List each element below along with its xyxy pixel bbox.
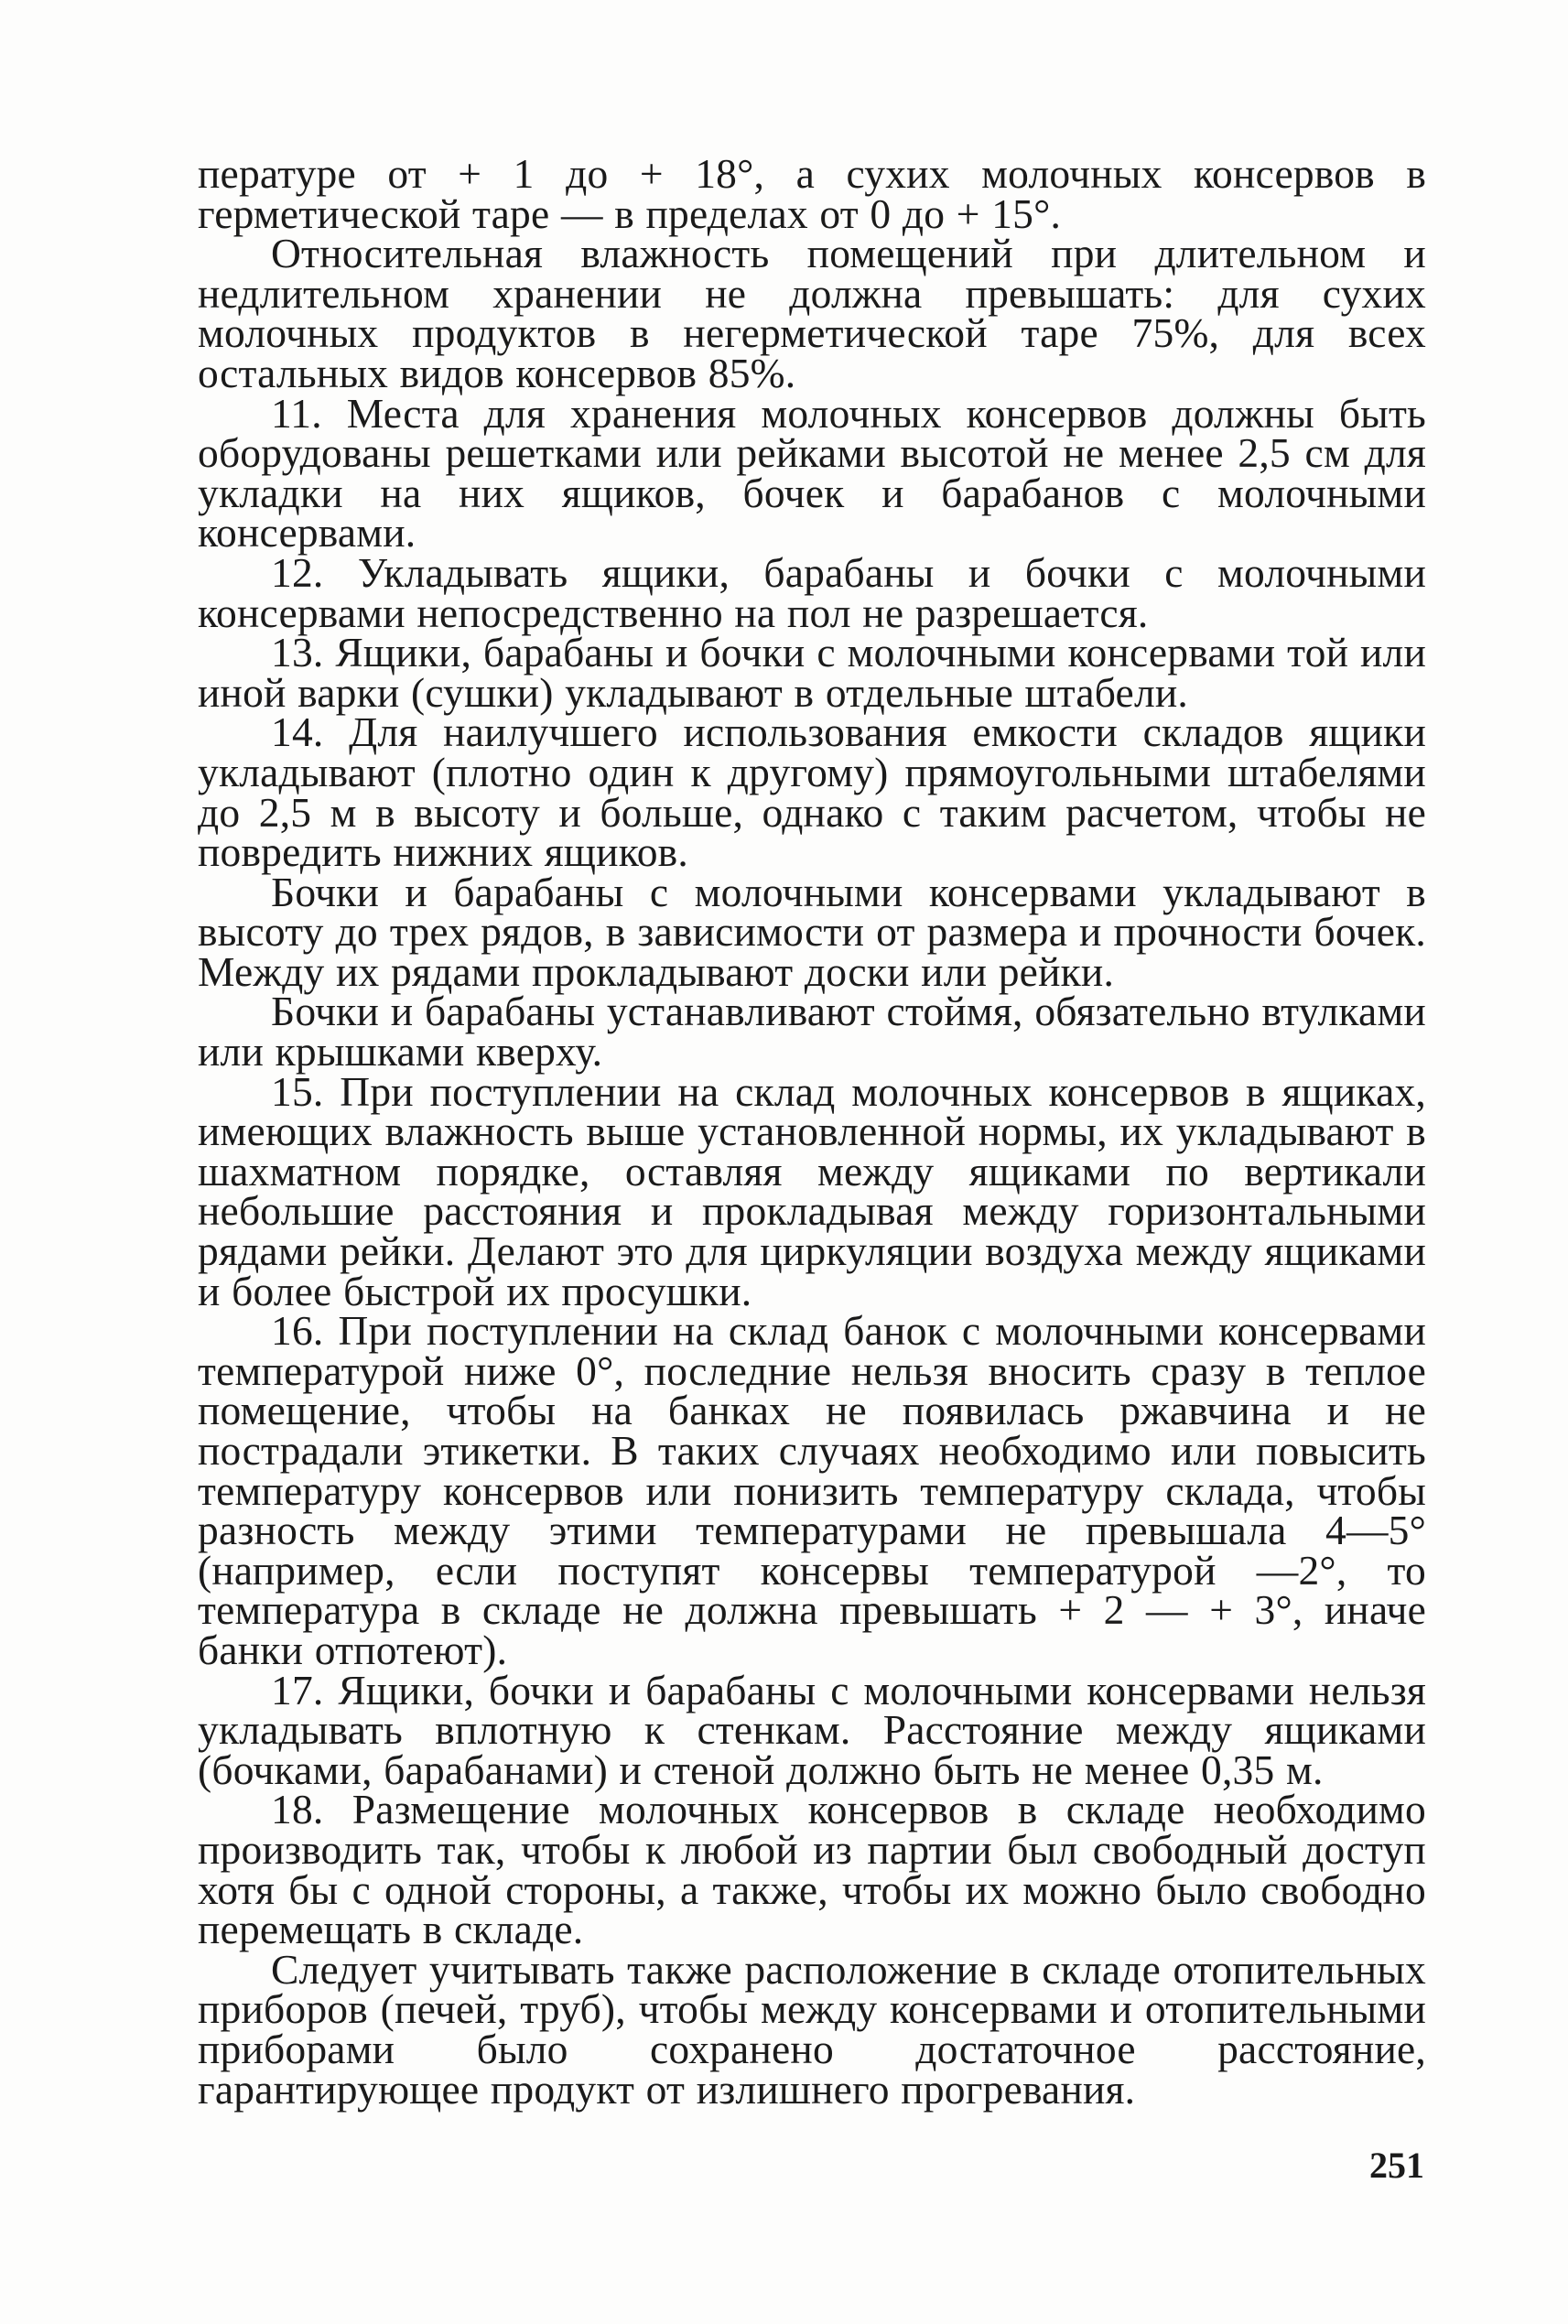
paragraph-item-14: 14. Для наилучшего использования емкости складов ящики укладывают (плотно один к другому) прямоугольными штабелями до 2,5 м в высоту и больше, однако с таким расчетом, чтобы не повредить нижних ящиков.: [198, 708, 1426, 876]
paragraph-item-16: 16. При поступлении на склад банок с молочными консервами температурой ниже 0°, последние нельзя вносить сразу в теплое помещение, чтобы на банках не появилась ржавчина и не пострадали этикетки. В таких случаях необходимо или повысить температуру консервов или понизить температуру склада, чтобы разность между этими температурами не превышала 4—5° (например, если поступят консервы температурой —2°, то температура в складе не должна превышать + 2 — + 3°, иначе банки отпотеют).: [198, 1307, 1426, 1673]
paragraph-item-13: 13. Ящики, барабаны и бочки с молочными консервами той или иной варки (сушки) укладывают в отдельные штабели.: [198, 629, 1426, 716]
page-number: 251: [1369, 2145, 1424, 2186]
paragraph-humidity: Относительная влажность помещений при длительном и недлительном хранении не должна превышать: для сухих молочных продуктов в негерметической таре 75%, для всех остальных видов консервов 85%.: [198, 230, 1426, 396]
paragraph-item-11: 11. Места для хранения молочных консервов должны быть оборудованы решетками или рейками высотой не менее 2,5 см для укладки на них ящиков, бочек и барабанов с молочными консервами.: [198, 389, 1426, 557]
paragraph-barrels-upright: Бочки и барабаны устанавливают стоймя, обязательно втулками или крышками кверху.: [198, 988, 1426, 1076]
paragraph-item-12: 12. Укладывать ящики, барабаны и бочки с молочными консервами непосредственно на пол не разрешается.: [198, 548, 1426, 636]
paragraph-continued: пературе от + 1 до + 18°, а сухих молочных консервов в герметической таре — в пределах от 0 до + 15°.: [198, 150, 1426, 237]
paragraph-item-18: 18. Размещение молочных консервов в складе необходимо производить так, чтобы к любой из партии был свободный доступ хотя бы с одной стороны, а также, чтобы их можно было свободно перемещать в складе.: [198, 1786, 1426, 1953]
paragraph-item-17: 17. Ящики, бочки и барабаны с молочными консервами нельзя укладывать вплотную к стенкам. Расстояние между ящиками (бочками, барабанами) и стеной должно быть не менее 0,35 м.: [198, 1666, 1426, 1793]
paragraph-item-15: 15. При поступлении на склад молочных консервов в ящиках, имеющих влажность выше установленной нормы, их укладывают в шахматном порядке, оставляя между ящиками по вертикали небольшие расстояния и прокладывая между горизонтальными рядами рейки. Делают это для циркуляции воздуха между ящиками и более быстрой их просушки.: [198, 1067, 1426, 1314]
body-text: [198, 150, 1426, 2113]
paragraph-heating: Следует учитывать также расположение в складе отопительных приборов (печей, труб), чтобы между консервами и отопительными приборами было сохранено достаточное расстояние, гарантирующее продукт от излишнего прогревания.: [198, 1945, 1426, 2113]
paragraph-barrels-height: Бочки и барабаны с молочными консервами укладывают в высоту до трех рядов, в зависимости от размера и прочности бочек. Между их рядами прокладывают доски или рейки.: [198, 868, 1426, 995]
